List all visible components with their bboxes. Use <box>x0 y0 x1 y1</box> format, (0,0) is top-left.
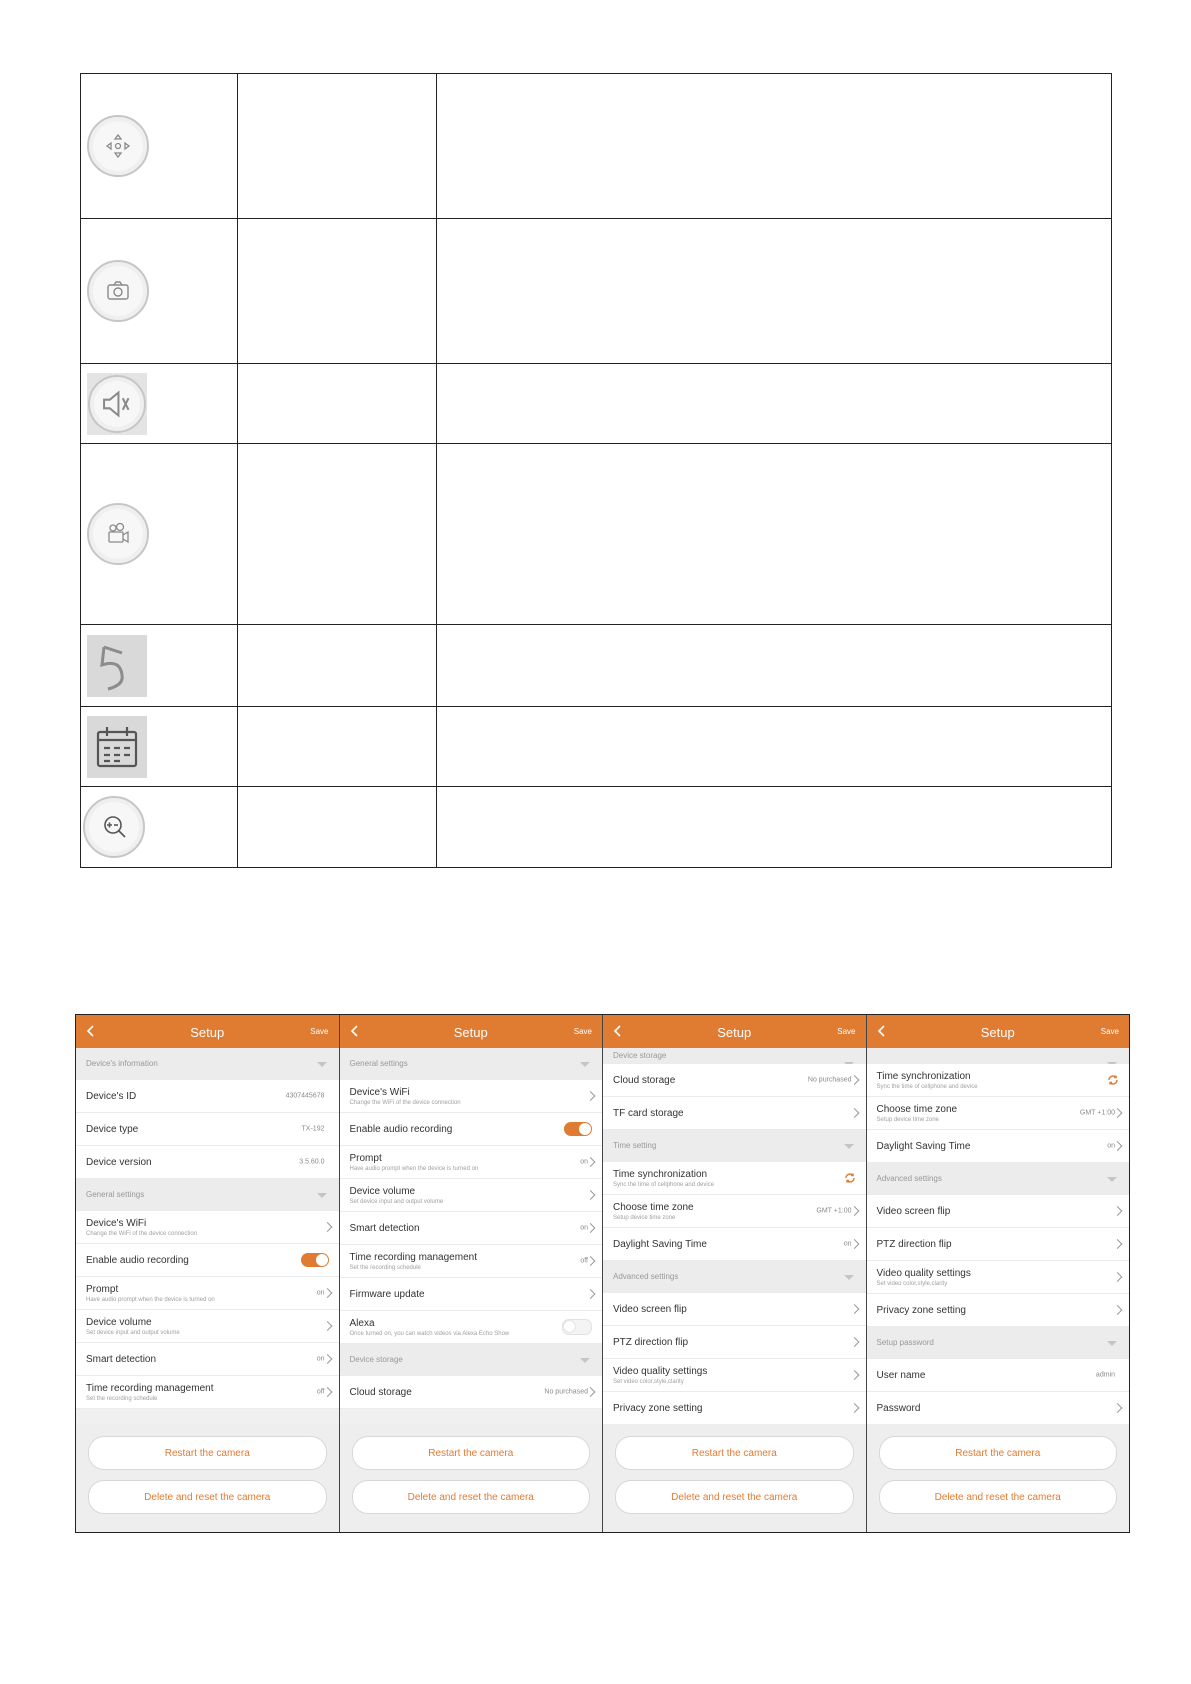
description-cell <box>437 707 1112 787</box>
setting-label: Daylight Saving Time <box>876 1140 971 1152</box>
section-header-general-settings[interactable] <box>340 1048 603 1080</box>
setting-item-ptz-direction-flip[interactable] <box>603 1326 866 1359</box>
section-label: General settings <box>349 1059 408 1068</box>
setting-label: Device's ID <box>86 1090 137 1102</box>
setting-value: on <box>316 1355 325 1363</box>
setting-value: on <box>580 1224 588 1232</box>
table-row <box>81 787 1112 868</box>
setting-label: Video quality settings <box>876 1267 971 1279</box>
setting-item-time-synchronization[interactable] <box>603 1162 866 1195</box>
setting-label: TF card storage <box>613 1107 684 1119</box>
save-button[interactable]: Save <box>573 1027 592 1036</box>
restart-camera-button[interactable]: Restart the camera <box>352 1436 591 1470</box>
setting-description: Sync the time of cellphone and device <box>876 1083 978 1090</box>
icon-description-table <box>80 73 1112 868</box>
setting-description: Change the WiFi of the device connection <box>349 1099 461 1106</box>
setting-value: on <box>580 1158 588 1166</box>
section-label: Device storage <box>349 1355 403 1364</box>
delete-reset-camera-button[interactable]: Delete and reset the camera <box>615 1480 854 1514</box>
setting-item-firmware-update[interactable] <box>340 1278 603 1311</box>
setting-description: Have audio prompt when the device is turned on <box>86 1296 215 1303</box>
section-label: Device's information <box>86 1059 158 1068</box>
restart-camera-button[interactable]: Restart the camera <box>879 1436 1118 1470</box>
setting-label: Time synchronization <box>613 1168 708 1180</box>
calendar-icon <box>87 716 147 778</box>
phone-screen <box>603 1015 867 1532</box>
setting-item-choose-time-zone[interactable] <box>867 1097 1130 1130</box>
sync-icon[interactable] <box>844 1172 856 1184</box>
section-label: Advanced settings <box>613 1272 679 1281</box>
setting-description: Set the recording schedule <box>349 1264 421 1271</box>
setting-label: Cloud storage <box>613 1074 676 1086</box>
save-button[interactable]: Save <box>310 1027 329 1036</box>
icon-cell <box>81 444 238 625</box>
setting-value: No purchased <box>544 1388 588 1396</box>
setting-item-prompt[interactable] <box>340 1146 603 1179</box>
setting-label: Device's WiFi <box>86 1217 147 1229</box>
setting-item-tf-card-storage[interactable] <box>603 1097 866 1130</box>
setting-value: off <box>316 1388 325 1396</box>
setting-item-password[interactable] <box>867 1392 1130 1424</box>
camera-snapshot-icon <box>87 260 149 322</box>
setting-label: Choose time zone <box>876 1103 958 1115</box>
setting-value: 4307445678 <box>285 1092 325 1100</box>
video-recording-icon <box>87 503 149 565</box>
setting-item-enable-audio-recording[interactable] <box>76 1244 339 1277</box>
section-label: Device storage <box>613 1051 667 1060</box>
setting-value: admin <box>1095 1371 1115 1379</box>
table-row <box>81 74 1112 219</box>
setting-item-device-volume[interactable] <box>340 1179 603 1212</box>
setting-description: Set video color,style,clarity <box>613 1378 684 1385</box>
setting-label: Privacy zone setting <box>613 1402 703 1414</box>
icon-cell <box>81 787 238 868</box>
expand-triangle-icon <box>1107 1341 1117 1346</box>
setting-item-time-recording-management[interactable] <box>340 1245 603 1278</box>
page-title: Setup <box>190 1025 225 1040</box>
setting-label: Video quality settings <box>613 1365 708 1377</box>
description-cell <box>437 787 1112 868</box>
section-header-device-s-information[interactable] <box>76 1048 339 1080</box>
setting-label: Password <box>876 1402 921 1414</box>
setting-item-device-volume[interactable] <box>76 1310 339 1343</box>
setting-item-device-type[interactable] <box>76 1113 339 1146</box>
setting-value: GMT +1:00 <box>1079 1109 1115 1117</box>
settings-list <box>76 1048 339 1424</box>
setting-value: off <box>580 1257 588 1265</box>
ptz-direction-icon <box>87 115 149 177</box>
description-cell <box>437 625 1112 707</box>
setting-label: Choose time zone <box>613 1201 694 1213</box>
section-header-time-setting[interactable] <box>603 1130 866 1162</box>
description-cell <box>437 219 1112 364</box>
setting-label: Device version <box>86 1156 152 1168</box>
app-header <box>76 1015 339 1048</box>
section-label: Time setting <box>613 1141 657 1150</box>
phone-screen <box>340 1015 604 1532</box>
section-header-advanced-settings[interactable] <box>867 1163 1130 1195</box>
delete-reset-camera-button[interactable]: Delete and reset the camera <box>352 1480 591 1514</box>
setting-value: on <box>843 1240 852 1248</box>
setting-label: Time recording management <box>86 1382 214 1394</box>
setting-item-device-version[interactable] <box>76 1146 339 1179</box>
setting-item-video-screen-flip[interactable] <box>867 1195 1130 1228</box>
expand-triangle-icon <box>844 1144 854 1149</box>
setting-label: Device volume <box>349 1185 416 1197</box>
setting-item-video-quality-settings[interactable] <box>867 1261 1130 1294</box>
function-name-cell <box>238 787 437 868</box>
table-row <box>81 707 1112 787</box>
setting-label: Smart detection <box>349 1222 420 1234</box>
setup-screenshots <box>75 1014 1130 1533</box>
setting-item-cloud-storage[interactable] <box>340 1376 603 1409</box>
setting-description: Sync the time of cellphone and device <box>613 1181 715 1188</box>
icon-cell <box>81 364 238 444</box>
setting-label: PTZ direction flip <box>613 1336 689 1348</box>
restart-camera-button[interactable]: Restart the camera <box>615 1436 854 1470</box>
expand-triangle-icon <box>317 1062 327 1067</box>
setting-value: TX-192 <box>301 1125 325 1133</box>
setting-item-privacy-zone-setting[interactable] <box>867 1294 1130 1327</box>
section-header-general-settings[interactable] <box>76 1179 339 1211</box>
toggle-switch[interactable] <box>562 1319 592 1335</box>
app-header <box>340 1015 603 1048</box>
section-header-setup-password[interactable] <box>867 1327 1130 1359</box>
setting-label: Time synchronization <box>876 1070 971 1082</box>
setting-item-ptz-direction-flip[interactable] <box>867 1228 1130 1261</box>
footer-actions <box>340 1424 603 1532</box>
setting-label: Prompt <box>349 1152 382 1164</box>
section-header-partial[interactable] <box>867 1048 1130 1064</box>
function-name-cell <box>238 219 437 364</box>
save-button[interactable]: Save <box>837 1027 856 1036</box>
setting-item-enable-audio-recording[interactable] <box>340 1113 603 1146</box>
setting-label: Enable audio recording <box>86 1254 189 1266</box>
setting-item-privacy-zone-setting[interactable] <box>603 1392 866 1424</box>
setting-label: Firmware update <box>349 1288 425 1300</box>
settings-list <box>603 1048 866 1424</box>
setting-item-smart-detection[interactable] <box>340 1212 603 1245</box>
phone-screen <box>867 1015 1130 1532</box>
setting-item-cloud-storage[interactable] <box>603 1064 866 1097</box>
restart-camera-button[interactable]: Restart the camera <box>88 1436 327 1470</box>
setting-value: on <box>316 1289 325 1297</box>
section-label: General settings <box>86 1190 145 1199</box>
setting-label: Time recording management <box>349 1251 477 1263</box>
table-row <box>81 364 1112 444</box>
page-title: Setup <box>717 1025 752 1040</box>
setting-label: Device type <box>86 1123 139 1135</box>
expand-triangle-icon <box>580 1062 590 1067</box>
setting-item-time-synchronization[interactable] <box>867 1064 1130 1097</box>
setting-description: Have audio prompt when the device is turned on <box>349 1165 479 1172</box>
setting-label: Daylight Saving Time <box>613 1238 707 1250</box>
table-row <box>81 219 1112 364</box>
delete-reset-camera-button[interactable]: Delete and reset the camera <box>879 1480 1118 1514</box>
icon-cell <box>81 74 238 219</box>
phone-screen <box>76 1015 340 1532</box>
expand-triangle-icon <box>580 1358 590 1363</box>
app-header <box>603 1015 866 1048</box>
function-name-cell <box>238 625 437 707</box>
setting-item-daylight-saving-time[interactable] <box>603 1228 866 1261</box>
setting-label: Alexa <box>349 1317 375 1329</box>
setting-item-choose-time-zone[interactable] <box>603 1195 866 1228</box>
section-header-advanced-settings[interactable] <box>603 1261 866 1293</box>
setting-item-time-recording-management[interactable] <box>76 1376 339 1409</box>
section-header-device-storage[interactable] <box>340 1344 603 1376</box>
icon-cell <box>81 625 238 707</box>
footer-actions <box>603 1424 866 1532</box>
setting-label: Smart detection <box>86 1353 157 1365</box>
setting-description: Set the recording schedule <box>86 1395 158 1402</box>
setting-item-prompt[interactable] <box>76 1277 339 1310</box>
setting-description: Change the WiFi of the device connection <box>86 1230 198 1237</box>
zoom-in-out-icon <box>83 796 145 858</box>
setting-label: Video screen flip <box>876 1205 951 1217</box>
footer-actions <box>867 1424 1130 1532</box>
return-arrow-icon <box>87 635 147 697</box>
setting-value: No purchased <box>807 1076 852 1084</box>
description-cell <box>437 364 1112 444</box>
setting-item-device-s-wifi[interactable] <box>340 1080 603 1113</box>
setting-value: 3.5.60.0 <box>299 1158 325 1166</box>
expand-triangle-icon <box>1107 1177 1117 1182</box>
setting-description: Setup device time zone <box>876 1116 939 1123</box>
function-name-cell <box>238 74 437 219</box>
section-label: Setup password <box>876 1338 934 1347</box>
setting-label: Video screen flip <box>613 1303 687 1315</box>
section-label: Advanced settings <box>876 1174 942 1183</box>
expand-triangle-icon <box>844 1275 854 1280</box>
table-row <box>81 444 1112 625</box>
page-title: Setup <box>453 1025 488 1040</box>
setting-label: PTZ direction flip <box>876 1238 952 1250</box>
setting-label: Device's WiFi <box>349 1086 410 1098</box>
setting-item-smart-detection[interactable] <box>76 1343 339 1376</box>
function-name-cell <box>238 707 437 787</box>
settings-list <box>867 1048 1130 1424</box>
settings-list <box>340 1048 603 1424</box>
setting-item-device-s-wifi[interactable] <box>76 1211 339 1244</box>
function-name-cell <box>238 444 437 625</box>
delete-reset-camera-button[interactable]: Delete and reset the camera <box>88 1480 327 1514</box>
page-title: Setup <box>980 1025 1015 1040</box>
setting-item-video-quality-settings[interactable] <box>603 1359 866 1392</box>
setting-item-user-name[interactable] <box>867 1359 1130 1392</box>
icon-cell <box>81 707 238 787</box>
setting-label: Device volume <box>86 1316 152 1328</box>
setting-value: GMT +1:00 <box>816 1207 852 1215</box>
setting-description: Set video color,style,clarity <box>876 1280 948 1287</box>
setting-label: Enable audio recording <box>349 1123 453 1135</box>
function-name-cell <box>238 364 437 444</box>
expand-triangle-icon <box>317 1193 327 1198</box>
setting-item-alexa[interactable] <box>340 1311 603 1344</box>
description-cell <box>437 444 1112 625</box>
table-row <box>81 625 1112 707</box>
setting-label: Cloud storage <box>349 1386 412 1398</box>
speaker-mute-icon <box>87 373 147 435</box>
setting-description: Setup device time zone <box>613 1214 676 1221</box>
description-cell <box>437 74 1112 219</box>
setting-item-video-screen-flip[interactable] <box>603 1293 866 1326</box>
toggle-switch[interactable] <box>301 1253 329 1267</box>
setting-description: Set device input and output volume <box>86 1329 180 1336</box>
app-header <box>867 1015 1130 1048</box>
setting-value: on <box>1107 1142 1115 1150</box>
section-header-device-storage[interactable] <box>603 1048 866 1064</box>
setting-label: Privacy zone setting <box>876 1304 966 1316</box>
sync-icon[interactable] <box>1107 1074 1119 1086</box>
toggle-switch[interactable] <box>564 1122 592 1136</box>
setting-item-device-s-id[interactable] <box>76 1080 339 1113</box>
setting-label: User name <box>876 1369 926 1381</box>
setting-description: Set device input and output volume <box>349 1198 444 1205</box>
footer-actions <box>76 1424 339 1532</box>
setting-item-daylight-saving-time[interactable] <box>867 1130 1130 1163</box>
icon-cell <box>81 219 238 364</box>
setting-label: Prompt <box>86 1283 119 1295</box>
save-button[interactable]: Save <box>1100 1027 1119 1036</box>
setting-description: Once turned on, you can watch videos via Alexa Echo Show <box>349 1330 510 1337</box>
